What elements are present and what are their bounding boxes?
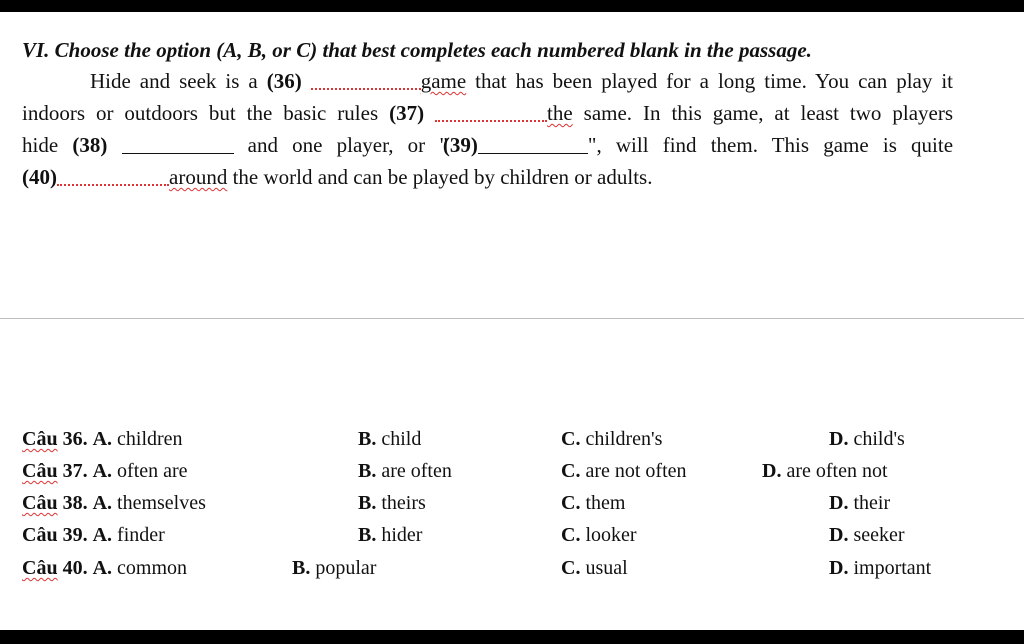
option-a: themselves <box>117 492 206 514</box>
blank-37: the <box>435 101 573 125</box>
passage-line-4 <box>22 164 652 190</box>
passage-line-1 <box>22 68 953 94</box>
option-a: children <box>117 428 183 450</box>
option-d: D. important <box>829 557 932 579</box>
option-b: B. theirs <box>358 492 426 514</box>
passage-text: hide <box>22 133 59 157</box>
passage-text: same. In this game, at least two players <box>583 101 954 125</box>
option-d: D. are often not <box>762 460 888 482</box>
option-c: C. them <box>561 492 626 514</box>
option-d: D. their <box>829 492 891 514</box>
question-label: Câu 40. A. common <box>22 557 188 579</box>
option-b: B. popular <box>292 557 377 579</box>
option-a: common <box>117 557 188 579</box>
blank-number-40: (40) <box>22 165 57 189</box>
passage-text: the world and can be played by children or adults. <box>232 165 653 189</box>
passage-text: Hide and seek is a <box>90 69 258 93</box>
question-label: Câu 36. A. children <box>22 428 183 450</box>
option-d: D. child's <box>829 428 905 450</box>
passage-line-2 <box>22 100 953 126</box>
option-d: D. seeker <box>829 524 905 546</box>
bottom-black-bar <box>0 630 1024 644</box>
blank-number-36: (36) <box>266 69 302 93</box>
passage-text: indoors or outdoors but the basic rules <box>22 101 379 125</box>
blank-38 <box>122 149 234 154</box>
option-a: often are <box>117 460 188 482</box>
blank-number-38: (38) <box>72 133 108 157</box>
blank-number-37: (37) <box>389 101 425 125</box>
option-b: B. are often <box>358 460 452 482</box>
option-c: C. are not often <box>561 460 687 482</box>
exercise-heading: VI. Choose the option (A, B, or C) that best completes each numbered blank in the passage. <box>22 38 812 62</box>
blank-36: game <box>311 69 466 93</box>
passage-text: ", will find them. This game is quite <box>587 133 954 157</box>
top-black-bar <box>0 0 1024 12</box>
section-divider <box>0 318 1024 319</box>
passage-text: and one player, or " <box>247 133 448 157</box>
blank-39 <box>478 149 588 154</box>
option-a: finder <box>117 524 165 546</box>
option-c: C. children's <box>561 428 663 450</box>
option-b: B. hider <box>358 524 423 546</box>
blank-40: around <box>57 165 227 189</box>
option-c: C. usual <box>561 557 628 579</box>
passage-text: that has been played for a long time. You can play it <box>475 69 954 93</box>
option-c: C. looker <box>561 524 637 546</box>
option-b: B. child <box>358 428 422 450</box>
question-label: Câu 37. A. often are <box>22 460 188 482</box>
question-label: Câu 39. A. finder <box>22 524 165 546</box>
question-label: Câu 38. A. themselves <box>22 492 206 514</box>
passage-line-3 <box>22 132 953 158</box>
blank-number-39: (39) <box>442 133 478 157</box>
